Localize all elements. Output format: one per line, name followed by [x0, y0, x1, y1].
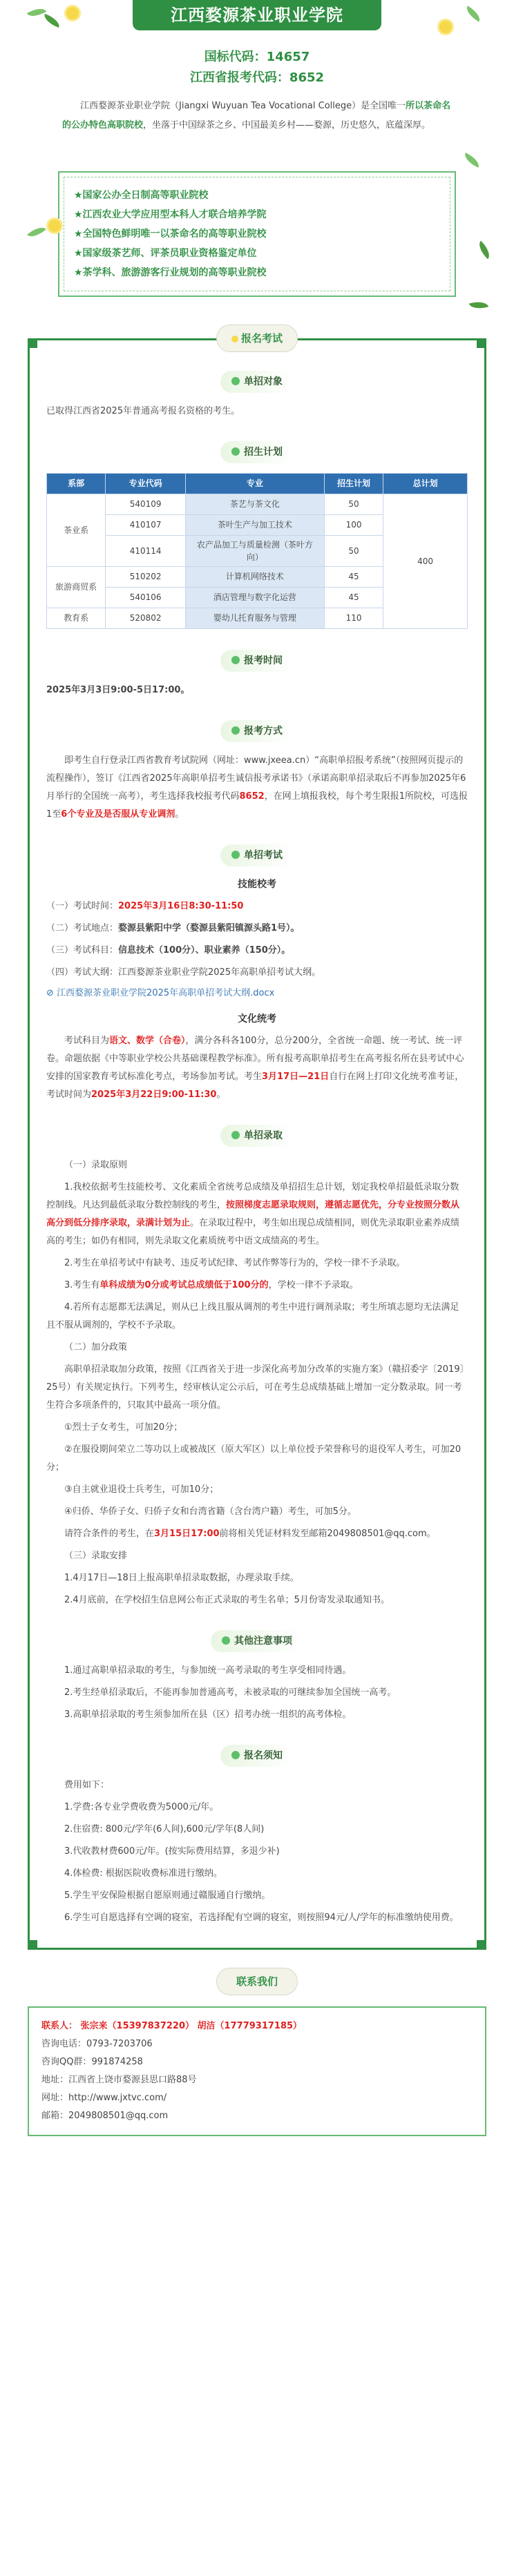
culture-text-part: 考试科目为	[64, 1035, 110, 1046]
feature-item: ★茶学科、旅游游客行业规划的高等职业院校	[74, 267, 267, 278]
section-heading-label: 报考时间	[244, 655, 283, 666]
culture-highlight: 3月17日—21日	[262, 1071, 330, 1082]
skills-value: 江西婺源茶业职业学院2025年高职单招考试大纲。	[118, 967, 321, 978]
ball-icon	[231, 377, 240, 385]
admission-text	[46, 1277, 468, 1295]
contact-box	[28, 2006, 486, 2136]
leaf-decoration	[469, 299, 488, 311]
table-cell-dept: 教育系	[47, 608, 106, 629]
frame-corner	[477, 1940, 486, 1950]
table-header-cell: 专业	[185, 474, 324, 494]
table-cell-code: 540106	[106, 588, 186, 608]
admission-text: 2.4月底前，在学校招生信息网公布正式录取的考生名单；5月份寄发录取通知书。	[64, 1594, 390, 1605]
frame-corner	[28, 1940, 37, 1950]
intro-text: ，坐落于中国绿茶之乡、中国最美乡村——婺源，历史悠久，底蕴深厚。	[143, 120, 431, 130]
culture-highlight: 语文、数学（合卷）	[109, 1035, 186, 1046]
table-cell-dept: 旅游商贸系	[47, 567, 106, 608]
skills-value: 婺源县紫阳中学（婺源县紫阳镇源头路1号）。	[118, 922, 300, 933]
feature-item: ★江西农业大学应用型本科人才联合培养学院	[74, 209, 267, 220]
section-heading-exam	[46, 844, 468, 866]
section-heading-label: 单招考试	[244, 850, 283, 861]
contact-qq-group: 咨询QQ群：991874258	[41, 2056, 143, 2067]
section-heading-method	[46, 720, 468, 742]
skills-exam-heading: 技能校考	[238, 879, 276, 890]
feature-item: ★国家级茶艺师、评茶员职业资格鉴定单位	[74, 248, 257, 259]
admission-text-part: 前将相关凭证材料发至邮箱2049808501@qq.com。	[219, 1528, 436, 1539]
admission-highlight: 按照梯度志愿录取规则，遵循志愿优先，分专业按照分数从高分到低分排序录取，录满计划为止	[46, 1199, 460, 1228]
culture-text	[46, 1032, 468, 1104]
skills-label: （四）考试大纲：	[46, 967, 119, 978]
contact-address: 地址：江西省上饶市婺源县思口路88号	[41, 2074, 197, 2085]
national-code: 国标代码：14657	[204, 50, 310, 64]
signup-section-tab	[216, 325, 298, 352]
table-cell-major: 计算机网络技术	[185, 567, 324, 588]
section-heading-plan	[46, 441, 468, 463]
section-heading-signup-time	[46, 650, 468, 672]
other-text: 3.高职单招录取的考生须参加所在县（区）招考办统一组织的高考体检。	[64, 1709, 352, 1720]
ball-icon	[222, 1636, 230, 1645]
admission-text-part: 1.我校依据考生技能校考、文化素质全省统考总成绩及单招招生总计划，划定我校单招最低录取分数控制线。凡达到最低录取分数控制线的考生，	[46, 1181, 459, 1210]
contact-website-link[interactable]: 网址：http://www.jxtvc.com/	[41, 2092, 167, 2103]
table-row	[47, 494, 468, 515]
admission-text: 4.若所有志愿都无法满足，则从已上线且服从调剂的考生中进行调剂录取；考生所填志愿均无法满足且不服从调剂的，学校不予录取。	[46, 1301, 459, 1330]
admission-text: 1.4月17日—18日上报高职单招录取数据，办理录取手续。	[64, 1572, 299, 1583]
leaf-decoration	[462, 153, 482, 168]
paperclip-icon: ⊘	[46, 987, 57, 998]
culture-text-part: 。	[216, 1089, 226, 1100]
skills-label: （一）考试时间：	[46, 900, 119, 911]
section-heading-admission	[46, 1125, 468, 1147]
notice-text: 4.体检费: 根据医院收费标准进行缴纳。	[64, 1868, 222, 1879]
culture-exam-heading: 文化统考	[238, 1014, 276, 1025]
section-heading-label: 单招对象	[244, 376, 283, 387]
skills-label: （二）考试地点：	[46, 922, 119, 933]
attachment-link[interactable]	[46, 986, 468, 1002]
notice-text: 6.学生可自愿选择有空调的寝室，若选择配有空调的寝室，则按照94元/人/学年的标准缴纳使用费。	[64, 1912, 459, 1923]
method-text-part: 。	[175, 809, 184, 820]
table-header-cell: 系部	[47, 474, 106, 494]
table-cell-plan: 50	[324, 494, 383, 515]
feature-item: ★全国特色鲜明唯一以茶命名的高等职业院校	[74, 229, 267, 240]
target-text: 已取得江西省2025年普通高考报名资格的考生。	[46, 406, 240, 416]
ball-icon	[231, 656, 240, 664]
table-cell-plan: 50	[324, 536, 383, 567]
flower-decoration	[66, 7, 79, 19]
contact-phone[interactable]: 咨询电话：0793-7203706	[41, 2038, 153, 2049]
admission-text: ①烈士子女考生，可加20分；	[64, 1422, 183, 1433]
signup-tab-label: 报名考试	[240, 332, 283, 345]
skills-label: （三）考试科目：	[46, 945, 119, 956]
notice-text: 5.学生平安保险根据自愿原则通过赣服通自行缴纳。	[64, 1890, 271, 1901]
flower-icon	[231, 336, 238, 342]
exam-code: 江西省报考代码：8652	[189, 70, 325, 85]
frame-corner	[28, 338, 37, 348]
section-heading-label: 招生计划	[244, 447, 283, 458]
school-intro	[62, 97, 452, 135]
section-heading-label: 报名须知	[244, 1750, 283, 1761]
frame-corner	[477, 338, 486, 348]
table-header-row	[47, 474, 468, 494]
admission-text: ③自主就业退役士兵考生，可加10分；	[64, 1484, 219, 1495]
skills-item	[46, 942, 468, 960]
table-cell-plan: 100	[324, 515, 383, 536]
leaf-decoration	[475, 241, 494, 260]
ball-icon	[231, 851, 240, 859]
table-header-cell: 专业代码	[106, 474, 186, 494]
table-cell-total: 400	[383, 494, 468, 629]
table-header-cell: 招生计划	[324, 474, 383, 494]
admission-text-part: 请符合条件的考生，在	[64, 1528, 155, 1539]
features-box	[58, 171, 456, 297]
admission-highlight: 3月15日17:00	[154, 1528, 220, 1539]
table-cell-major: 酒店管理与数字化运营	[185, 588, 324, 608]
admission-text: 2.考生在单招考试中有缺考、违反考试纪律、考试作弊等行为的，学校一律不予录取。	[64, 1257, 406, 1268]
skills-item	[46, 920, 468, 938]
section-heading-label: 报考方式	[244, 726, 283, 737]
table-cell-plan: 45	[324, 567, 383, 588]
admission-text-part: 3.考生有	[64, 1279, 100, 1290]
culture-text-part: 自行在网上打印文化统考准考证，考试时间为	[46, 1071, 464, 1100]
notice-text: 3.代收教材费600元/年。(按实际费用结算，多退少补)	[64, 1846, 280, 1857]
table-cell-major: 茶艺与茶文化	[185, 494, 324, 515]
ball-icon	[231, 447, 240, 456]
skills-value: 信息技术（100分）、职业素养（150分）。	[118, 945, 291, 956]
table-cell-dept: 茶业系	[47, 494, 106, 567]
admission-text-part: ，学校一律不予录取。	[268, 1279, 359, 1290]
signup-time-text: 2025年3月3日9:00-5日17:00。	[46, 685, 190, 695]
method-code: 8652	[239, 791, 265, 802]
leaf-decoration	[27, 223, 46, 241]
admission-text	[46, 1179, 468, 1250]
table-cell-major: 婴幼儿托育服务与管理	[185, 608, 324, 629]
admission-text: 高职单招录取加分政策，按照《江西省关于进一步深化高考加分改革的实施方案》（赣招委字〔2019〕25号）有关规定执行。下列考生，经审核认定公示后，可在考生总成绩基础上增加一定分数录取。同一考生符合多项条件的，只取其中最高一项分值。	[46, 1364, 465, 1411]
ball-icon	[231, 1131, 240, 1139]
admission-text: ②在服役期间荣立二等功以上或被战区（原大军区）以上单位授予荣誉称号的退役军人考生，可加20分；	[46, 1444, 461, 1473]
admission-text: （二）加分政策	[64, 1342, 128, 1353]
other-text: 2.考生经单招录取后，不能再参加普通高考，未被录取的可继续参加全国统一高考。	[64, 1687, 397, 1698]
section-heading-other	[46, 1630, 468, 1652]
admission-text: （三）录取安排	[64, 1550, 128, 1561]
table-header-cell: 总计划	[383, 474, 468, 494]
skills-value: 2025年3月16日8:30-11:50	[118, 900, 244, 911]
admission-text-part: 。在录取过程中，考生如出现总成绩相同，则优先录取职业素养成绩高的考生；如仍有相同，则先录取文化素质统考中语文成绩高的考生。	[46, 1217, 460, 1246]
table-cell-plan: 110	[324, 608, 383, 629]
contact-section-tab	[216, 1968, 298, 1995]
table-cell-code: 520802	[106, 608, 186, 629]
leaf-decoration	[27, 4, 47, 20]
skills-item	[46, 898, 468, 916]
ball-icon	[231, 1751, 240, 1759]
contact-people: 联系人： 张宗来（15397837220） 胡洁（17779317185）	[41, 2020, 303, 2031]
contact-email-link[interactable]: 邮箱：2049808501@qq.com	[41, 2110, 169, 2121]
feature-item: ★国家公办全日制高等职业院校	[74, 190, 209, 201]
method-highlight: 6个专业及是否服从专业调剂	[61, 809, 175, 820]
section-heading-target	[46, 371, 468, 393]
section-heading-notice	[46, 1745, 468, 1767]
flower-decoration	[48, 220, 61, 232]
table-cell-code: 410107	[106, 515, 186, 536]
header	[0, 0, 514, 304]
method-text	[46, 752, 468, 824]
table-cell-plan: 45	[324, 588, 383, 608]
contact-tab-label: 联系我们	[236, 1975, 278, 1988]
school-title: 江西婺源茶业职业学院	[133, 0, 381, 30]
table-cell-code: 510202	[106, 567, 186, 588]
table-cell-code: 410114	[106, 536, 186, 567]
section-heading-label: 单招录取	[244, 1130, 283, 1141]
method-text-part: ，在网上填报我校，每个考生限报1所院校，可选报1至	[46, 791, 468, 820]
culture-highlight: 2025年3月22日9:00-11:30	[91, 1089, 217, 1100]
admission-text	[46, 1525, 468, 1543]
table-cell-major: 农产品加工与质量检测（茶叶方向）	[185, 536, 324, 567]
intro-highlight: 所以茶命名的公办特色高职院校	[62, 101, 451, 130]
enrollment-plan-table	[46, 473, 468, 629]
method-text-part: 即考生自行登录江西省教育考试院网（网址：www.jxeea.cn）“高职单招报考系统”（按照网页提示的流程操作），签订《江西省2025年高职单招考生诚信报考承诺书》（承诺高职单招录取后不再参加2025年6月举行的全国统一高考），考生选择我校报考代码	[46, 755, 466, 802]
notice-text: 1.学费:各专业学费收费为5000元/年。	[64, 1801, 219, 1812]
admission-text: ④归侨、华侨子女、归侨子女和台湾省籍（含台湾户籍）考生，可加5分。	[64, 1506, 356, 1517]
table-cell-code: 540109	[106, 494, 186, 515]
culture-text-part: ，满分各科各100分，总分200分，全省统一命题、统一考试、统一评卷。命题依据《中等职业学校公共基础课程教学标准》。所有报考高职单招考生在高考报名所在县考试中心安排的国家教育考试标准化考点，考场参加考试。考生	[46, 1035, 464, 1082]
table-cell-major: 茶叶生产与加工技术	[185, 515, 324, 536]
notice-text: 2.住宿费: 800元/学年(6人间),600元/学年(8人间)	[64, 1823, 265, 1834]
leaf-decoration	[464, 6, 484, 21]
leaf-decoration	[42, 14, 62, 28]
section-heading-label: 其他注意事项	[234, 1635, 292, 1647]
intro-text: 江西婺源茶业职业学院（Jiangxi Wuyuan Tea Vocational College）是全国唯一	[80, 101, 406, 111]
admission-highlight: 单科成绩为0分或考试总成绩低于100分的	[99, 1279, 269, 1290]
signup-frame	[28, 338, 486, 1950]
attachment-name: 江西婺源茶业职业学院2025年高职单招考试大纲.docx	[57, 987, 275, 998]
ball-icon	[231, 726, 240, 735]
flower-decoration	[439, 21, 452, 33]
notice-text: 费用如下：	[64, 1779, 110, 1790]
other-text: 1.通过高职单招录取的考生，与参加统一高考录取的考生享受相同待遇。	[64, 1665, 352, 1676]
skills-item	[46, 964, 468, 982]
admission-text: （一）录取原则	[64, 1159, 128, 1170]
